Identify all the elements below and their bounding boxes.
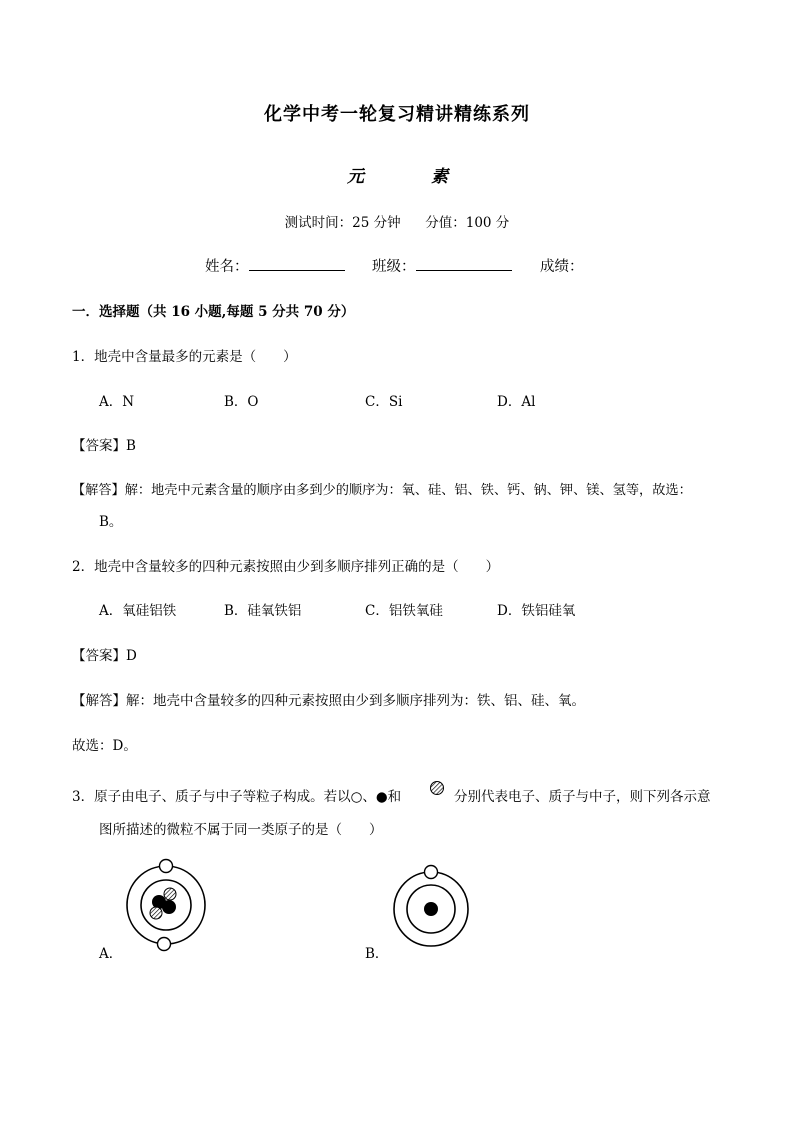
electron-icon bbox=[425, 866, 438, 879]
atom-diagram-b bbox=[387, 860, 477, 956]
test-score: 分值：100 分 bbox=[425, 215, 510, 231]
document-title: 化学中考一轮复习精讲精练系列 bbox=[264, 104, 530, 125]
q1-analysis: 【解答】解：地壳中元素含量的顺序由多到少的顺序为：氧、硅、铝、铁、钙、钠、钾、镁、氢等，故选： bbox=[72, 483, 692, 498]
class-blank bbox=[416, 256, 512, 271]
proton-icon bbox=[162, 900, 176, 914]
q1-option-d: D．Al bbox=[497, 394, 536, 410]
q2-option-b: B．硅氧铁铝 bbox=[224, 603, 302, 619]
electron-icon bbox=[160, 860, 173, 873]
electron-icon bbox=[158, 938, 171, 951]
q2-answer: 【答案】D bbox=[72, 648, 137, 664]
q3-option-b-label: B． bbox=[365, 946, 389, 962]
q3-stem-part1: 3．原子由电子、质子与中子等粒子构成。若以○、●和 bbox=[72, 789, 402, 805]
test-meta bbox=[0, 211, 794, 231]
grade-label: 成绩： bbox=[540, 259, 584, 275]
q3-stem-line2: 图所描述的微粒不属于同一类原子的是（ ） bbox=[99, 822, 383, 838]
name-label: 姓名： bbox=[205, 259, 249, 275]
q1-option-a: A．N bbox=[99, 394, 135, 410]
q2-option-c: C．铝铁氧硅 bbox=[365, 603, 443, 619]
section-heading: 一．选择题（共 16 小题,每题 5 分共 70 分） bbox=[72, 304, 355, 320]
q3-option-a-label: A． bbox=[99, 946, 123, 962]
proton-icon bbox=[424, 902, 438, 916]
q1-analysis-cont: B。 bbox=[99, 514, 123, 530]
test-time: 测试时间：25 分钟 bbox=[284, 215, 401, 231]
q3-stem-part2: 分别代表电子、质子与中子，则下列各示意 bbox=[454, 789, 711, 805]
q2-analysis: 【解答】解：地壳中含量较多的四种元素按照由少到多顺序排列为：铁、铝、硅、氧。 bbox=[72, 693, 585, 709]
q2-option-a: A．氧硅铝铁 bbox=[99, 603, 177, 619]
class-field bbox=[372, 255, 512, 276]
neutron-symbol-icon bbox=[429, 780, 445, 796]
neutron-icon bbox=[150, 907, 162, 919]
atom-diagram-a bbox=[118, 852, 214, 956]
q2-stem: 2．地壳中含量较多的四种元素按照由少到多顺序排列正确的是（ ） bbox=[72, 559, 500, 575]
name-blank bbox=[249, 256, 345, 271]
q1-option-c: C．Si bbox=[365, 394, 403, 410]
neutron-icon bbox=[164, 888, 176, 900]
grade-field bbox=[540, 255, 584, 276]
q1-option-b: B．O bbox=[224, 394, 259, 410]
q1-stem: 1．地壳中含量最多的元素是（ ） bbox=[72, 349, 297, 365]
class-label: 班级： bbox=[372, 259, 416, 275]
subtitle-left-char: 元 bbox=[347, 167, 364, 187]
q2-conclusion: 故选：D。 bbox=[72, 738, 137, 754]
q2-option-d: D．铁铝硅氧 bbox=[497, 603, 576, 619]
subtitle-right-char: 素 bbox=[431, 167, 448, 187]
name-field bbox=[205, 255, 345, 276]
q1-answer: 【答案】B bbox=[72, 438, 136, 454]
